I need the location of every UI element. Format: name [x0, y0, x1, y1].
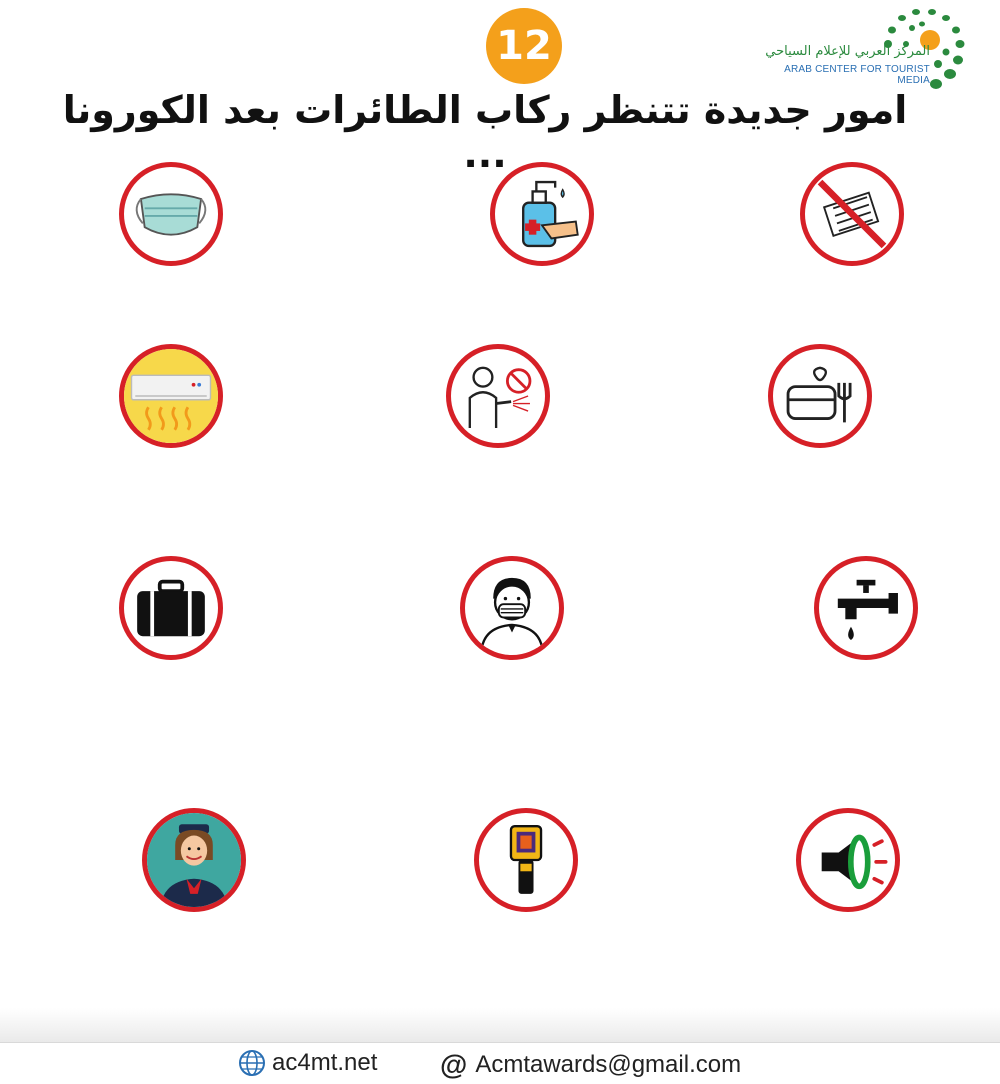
logo-english-text: ARAB CENTER FOR TOURIST MEDIA [784, 64, 930, 86]
masked-person-icon [460, 556, 564, 660]
arab-center-logo [752, 6, 982, 98]
flight-attendant-icon [142, 808, 246, 912]
suitcase-icon [119, 556, 223, 660]
hand-sanitizer-icon [490, 162, 594, 266]
number-badge: 12 [486, 8, 562, 84]
email-contact[interactable] [440, 1049, 741, 1081]
thermal-camera-icon [474, 808, 578, 912]
face-mask-icon [119, 162, 223, 266]
page-title: امور جديدة تتنظر ركاب الطائرات بعد الكورونا ... [62, 88, 908, 176]
disinfection-spray-icon [446, 344, 550, 448]
logo-arabic-text: المركز العربي للإعلام السياحي [765, 44, 930, 59]
website-contact[interactable] [238, 1049, 377, 1077]
faucet-icon [814, 556, 918, 660]
air-conditioner-icon [119, 344, 223, 448]
website-text[interactable]: ac4mt.net [272, 1049, 378, 1076]
at-sign-icon: @ [440, 1049, 468, 1080]
megaphone-icon [796, 808, 900, 912]
globe-icon [238, 1049, 266, 1077]
no-newspaper-icon [800, 162, 904, 266]
footer [0, 1042, 1000, 1084]
meal-box-icon [768, 344, 872, 448]
email-text[interactable]: Acmtawards@gmail.com [475, 1051, 742, 1078]
